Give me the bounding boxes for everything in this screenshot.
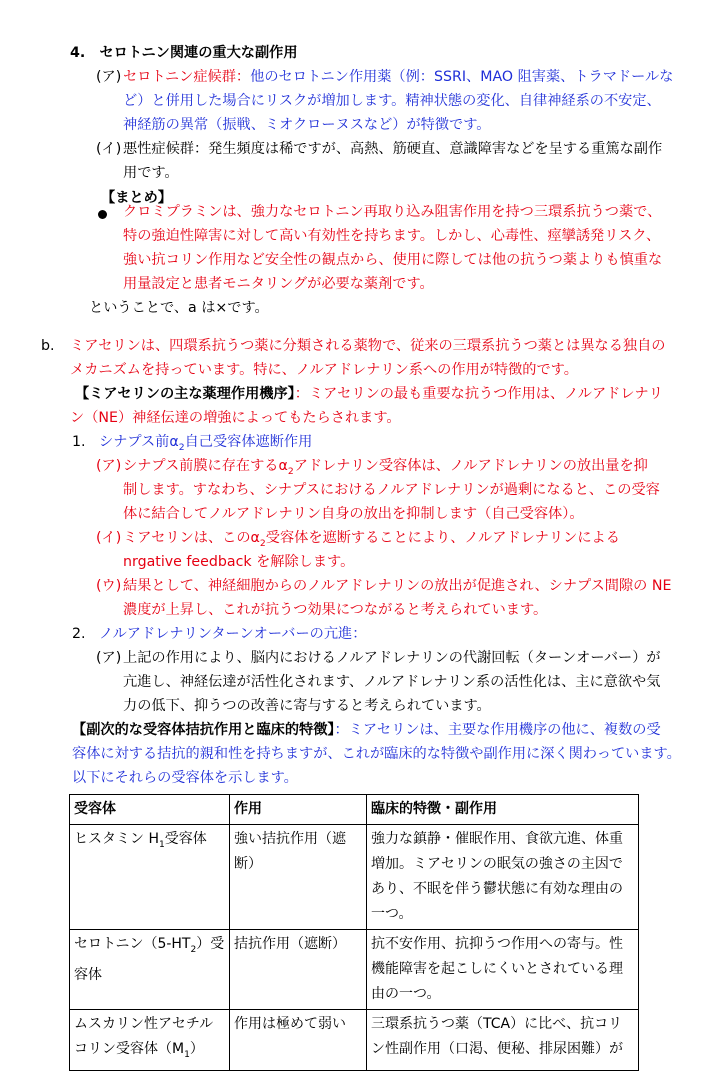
n2a-line3: 力の低下、抑うつの改善に寄与すると考えられています。: [123, 698, 491, 714]
table-header-clinical: 臨床的特徴・副作用: [367, 795, 639, 825]
n1-title-post: 自己受容体遮断作用: [184, 434, 313, 450]
n1a-post: アドレナリン受容体は、ノルアドレナリンの放出量を抑: [293, 458, 648, 474]
r3-receptor-pre: ムスカリン性アセチルコリン受容体（M: [74, 1016, 214, 1057]
n1i-alpha: α: [250, 530, 260, 546]
serotonin-syndrome-term: セロトニン症候群：: [123, 69, 251, 85]
receptor-desc: ：ミアセリンは、主要な作用機序の他に、複数の受: [334, 722, 661, 738]
n1i-pre: ミアセリンは、この: [123, 530, 251, 546]
table-header-receptor: 受容体: [70, 795, 230, 825]
s4-item-i-line1: 悪性症候群：発生頻度は稀ですが、高熱、筋硬直、意識障害などを呈する重篤な副作: [123, 141, 663, 157]
n2-title: ノルアドレナリンターンオーバーの亢進：: [99, 626, 367, 642]
mechanism-line1: [75, 386, 663, 404]
r2-receptor-post: ）受容体: [74, 936, 225, 983]
r1-receptor-sub: 1: [158, 839, 165, 850]
summary-line1: クロミプラミンは、強力なセロトニン再取り込み阻害作用を持つ三環系抗うつ薬で、: [123, 204, 662, 220]
n1a-pre: シナプス前膜に存在する: [123, 458, 279, 474]
r2-receptor-pre: セロトニン（5-HT: [74, 936, 191, 952]
n1-title-sub: 2: [178, 441, 185, 453]
mechanism-heading: 【ミアセリンの主な薬理作用機序】: [75, 386, 295, 402]
table-cell-action: 拮抗作用（遮断）: [230, 930, 367, 1010]
n1i-sub: 2: [259, 537, 266, 549]
n1a-line2: 制します。すなわち、シナプスにおけるノルアドレナリンが過剰になると、この受容: [123, 482, 660, 498]
receptor-heading: 【副次的な受容体拮抗作用と臨床的特徴】: [72, 722, 335, 738]
n1i-post: 受容体を遮断することにより、ノルアドレナリンによる: [265, 530, 620, 546]
s4-item-i-marker: (イ): [96, 141, 122, 157]
summary-line4: 用量設定と患者モニタリングが必要な薬剤です。: [123, 276, 434, 292]
s4-item-a-line3: 神経筋の異常（振戦、ミオクローヌスなど）が特徴です。: [123, 117, 491, 133]
r1-receptor-post: 受容体: [164, 831, 207, 847]
n2a-marker: (ア): [96, 650, 122, 666]
n1a-line1: [123, 458, 648, 477]
bullet-dot-icon: [98, 210, 107, 219]
n1-marker: 1.: [72, 434, 86, 450]
r1-receptor-pre: ヒスタミン H: [74, 831, 159, 847]
n2a-line2: 亢進し、神経伝達が活性化されます、ノルアドレナリン系の活性化は、主に意欲や気: [123, 674, 661, 690]
table-cell-clinical: 抗不安作用、抗抑うつ作用への寄与。性機能障害を起こしにくいとされている理由の一つ。: [367, 930, 639, 1010]
table-cell-action: 強い拮抗作用（遮断）: [230, 825, 367, 930]
serotonin-syndrome-desc: 他のセロトニン作用薬（例：SSRI、MAO 阻害薬、トラマドールな: [250, 69, 674, 85]
receptor-line3: 以下にそれらの受容体を示します。: [72, 770, 298, 786]
s4-item-i-line2: 用です。: [123, 165, 179, 181]
table-row: [70, 825, 639, 930]
table-cell-action: 作用は極めて弱い: [230, 1010, 367, 1071]
summary-line2: 特の強迫性障害に対して高い有効性を持ちます。しかし、心毒性、痙攣誘発リスク、: [123, 228, 661, 244]
summary-heading: 【まとめ】: [101, 190, 172, 206]
receptor-line2: 容体に対する拮抗的親和性を持ちますが、これが臨床的な特徴や副作用に深く関わっています。: [72, 746, 681, 762]
n1i-marker: (イ): [96, 530, 122, 546]
receptor-table: [69, 794, 639, 1071]
s4-item-a-line1: [123, 69, 673, 87]
n1-title-alpha: α: [169, 434, 179, 450]
n1u-line2: 濃度が上昇し、これが抗うつ効果につながると考えられています。: [123, 602, 548, 618]
n1a-marker: (ア): [96, 458, 122, 474]
b-intro-line2: メカニズムを持っています。特に、ノルアドレナリン系への作用が特徴的です。: [70, 362, 578, 378]
n1i-line1: [123, 530, 620, 549]
n2-marker: 2.: [72, 626, 86, 642]
table-header-row: [70, 795, 639, 825]
n1u-marker: (ウ): [96, 578, 122, 594]
table-row: [70, 1010, 639, 1071]
table-cell-receptor: [70, 930, 230, 1010]
mechanism-desc: ：ミアセリンの最も重要な抗うつ作用は、ノルアドレナリ: [294, 386, 663, 402]
table-header-action: 作用: [230, 795, 367, 825]
n1u-line1: 結果として、神経細胞からのノルアドレナリンの放出が促進され、シナプス間隙の NE: [123, 578, 672, 594]
summary-line3: 強い抗コリン作用など安全性の観点から、使用に際しては他の抗うつ薬よりも慎重な: [123, 252, 663, 268]
table-cell-receptor: [70, 825, 230, 930]
r3-receptor-post: ）: [189, 1041, 204, 1057]
n1a-line3: 体に結合してノルアドレナリン自身の放出を抑制します（自己受容体）。: [123, 506, 584, 522]
table-cell-receptor: [70, 1010, 230, 1071]
r3-receptor-sub: 1: [184, 1049, 190, 1060]
item-b-marker: b.: [41, 338, 55, 354]
mechanism-line2: ン（NE）神経伝達の増強によってもたらされます。: [70, 410, 401, 426]
table-cell-clinical: 三環系抗うつ薬（TCA）に比べ、抗コリン性副作用（口渇、便秘、排尿困難）が: [367, 1010, 639, 1071]
s4-item-a-marker: (ア): [96, 69, 122, 85]
n1a-alpha: α: [278, 458, 288, 474]
conclusion-a: ということで、a は×です。: [89, 300, 269, 316]
table-row: [70, 930, 639, 1010]
r2-receptor-sub: 2: [190, 944, 197, 955]
s4-item-a-line2: ど）と併用した場合にリスクが増加します。精神状態の変化、自律神経系の不安定、: [123, 93, 661, 109]
table-cell-clinical: 強力な鎮静・催眠作用、食欲亢進、体重増加。ミアセリンの眠気の強さの主因であり、不眠を伴う鬱状態に有効な理由の一つ。: [367, 825, 639, 930]
b-intro-line1: ミアセリンは、四環系抗うつ薬に分類される薬物で、従来の三環系抗うつ薬とは異なる独自の: [70, 338, 666, 354]
n2a-line1: 上記の作用により、脳内におけるノルアドレナリンの代謝回転（ターンオーバー）が: [123, 650, 661, 666]
section-4-heading: 4. セロトニン関連の重大な副作用: [70, 45, 298, 61]
n1i-line2: nrgative feedback を解除します。: [123, 554, 355, 570]
n1a-sub: 2: [287, 465, 294, 477]
n1-title-pre: シナプス前: [99, 434, 170, 450]
receptor-line1: [72, 722, 661, 740]
n1-title: [99, 434, 312, 453]
